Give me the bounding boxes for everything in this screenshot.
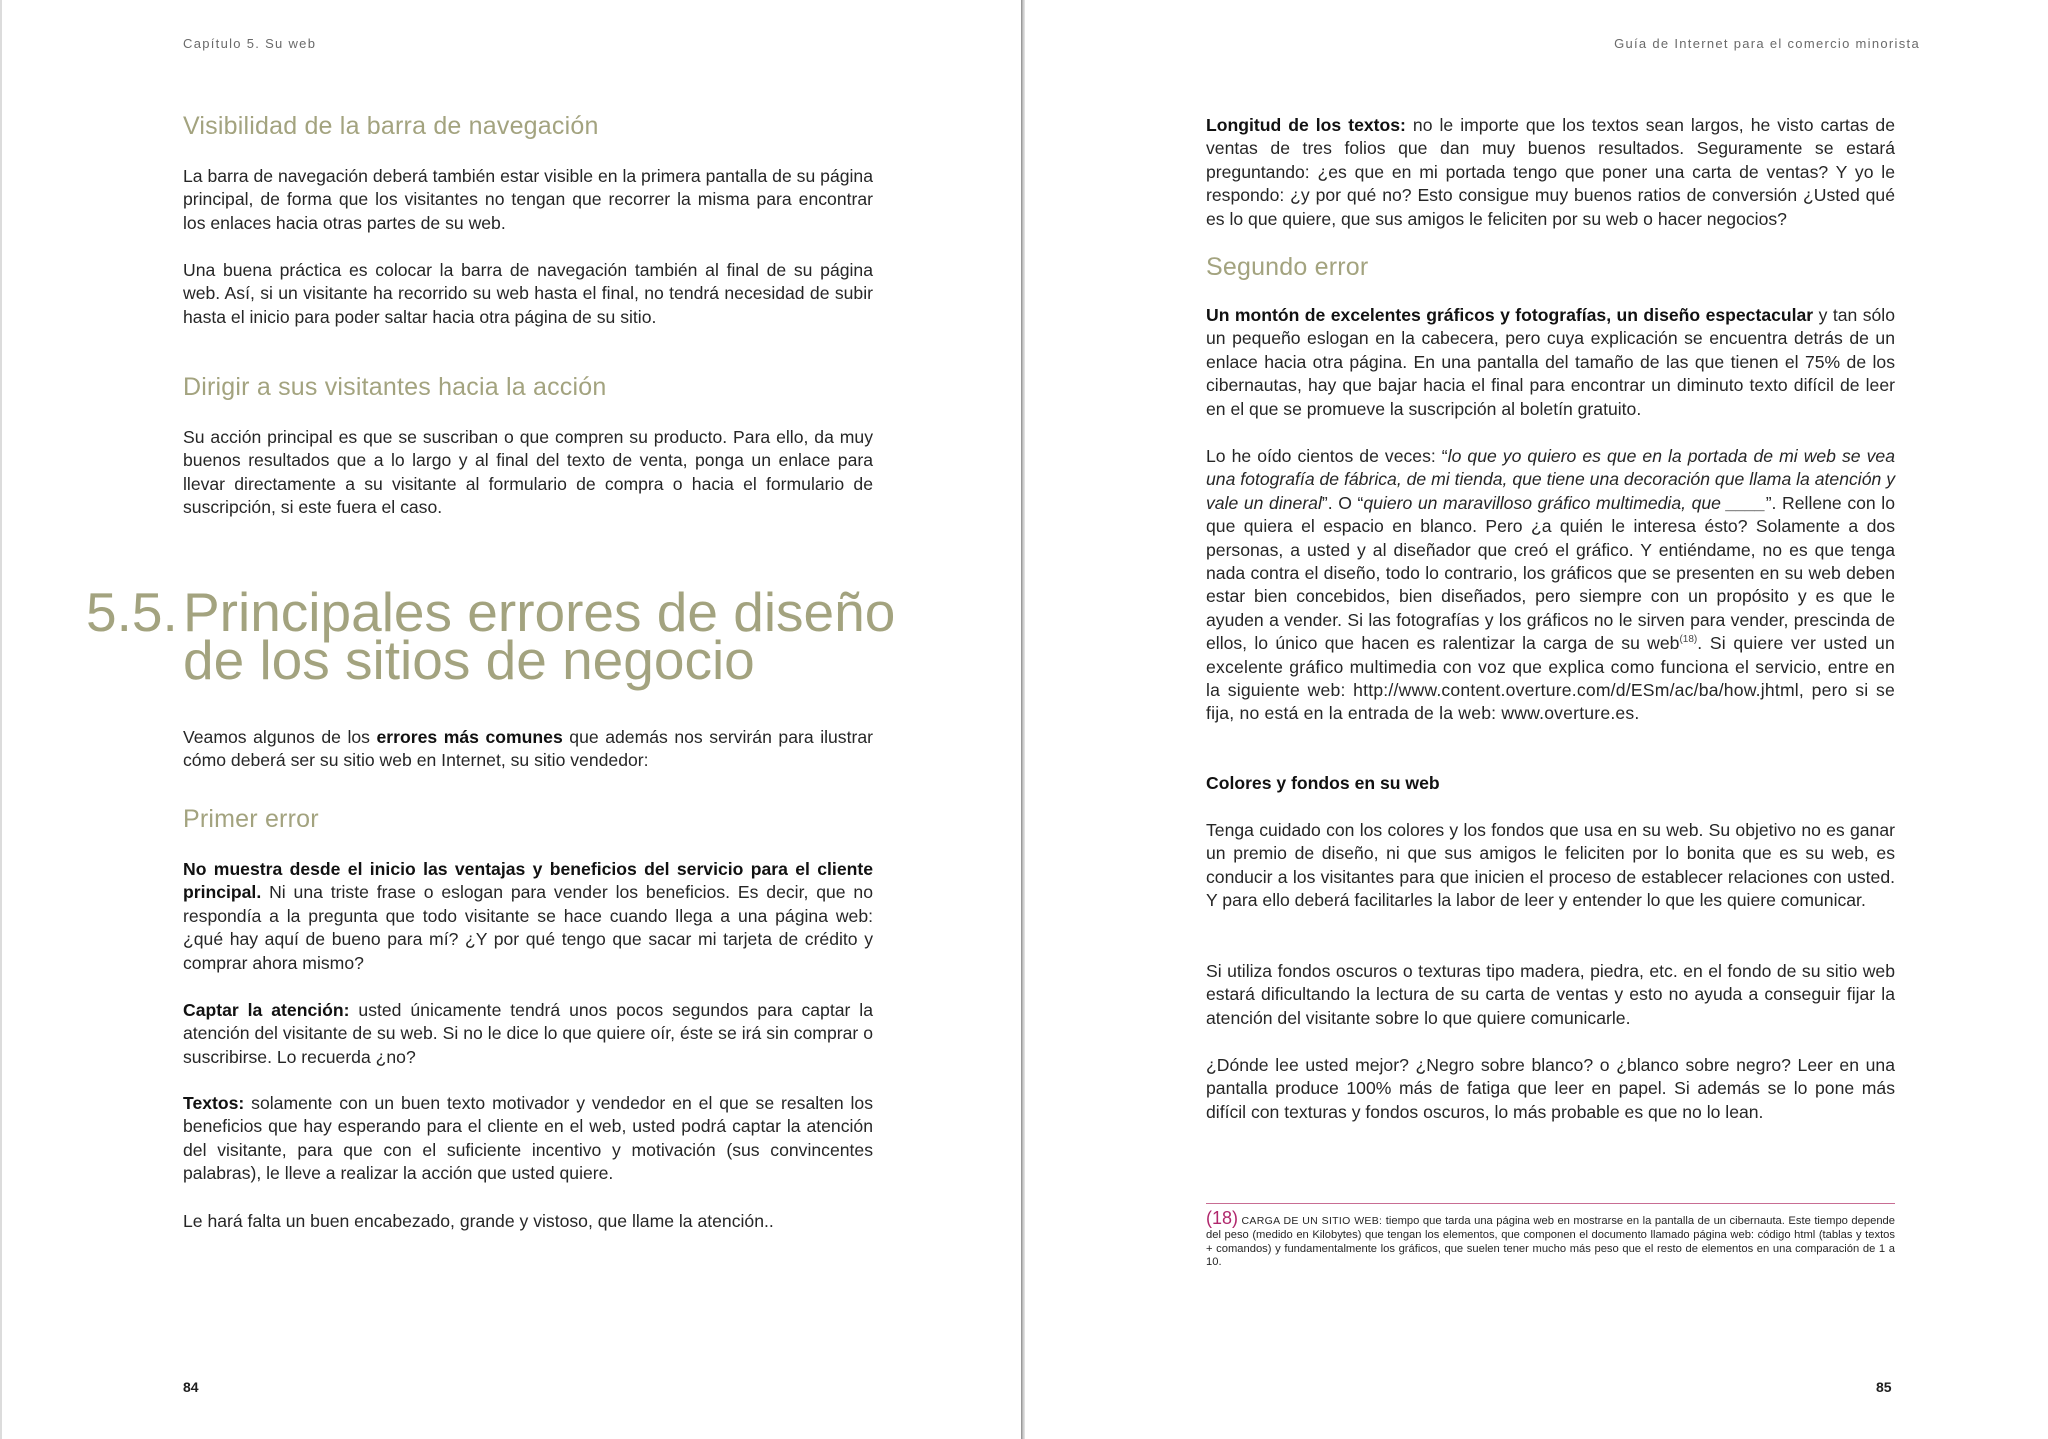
subheading-text: Colores y fondos en su web [1206,773,1440,793]
page-number: 85 [1876,1379,1892,1395]
lead-bold: No muestra desde el inicio las ventajas y beneficios del servicio para el cliente principal. [183,859,873,903]
left-page [0,0,1021,1439]
paragraph: Su acción principal es que se suscriban o que compren su producto. Para ello, da muy buenos resultados que a lo largo y al final del texto de venta, ponga un enlace para llevar directamente a su visitante al formulario de compra o hacia el formulario de suscripción, si este fuera el caso. [183,427,873,518]
chapter-heading [86,581,986,691]
paragraph [1206,304,1895,421]
chapter-title-line1: Principales errores de diseño [183,581,896,643]
section-heading: Primer error [183,805,319,833]
paragraph [183,999,873,1069]
footnote-reference[interactable]: (18) [1679,634,1698,646]
running-head: Guía de Internet para el comercio minorista [1614,36,1920,51]
quote-italic: lo que yo quiero es que en la portada de mi web se vea una fotografía de fábrica, de mi tienda, que tiene una decoración que llama la atención y vale un dineral [1206,446,1896,513]
intro-text-tail: que además nos servirán para ilustrar cómo deberá ser su sitio web en Internet, su sitio vendedor: [183,727,873,771]
subheading-bold [1206,772,1895,795]
paragraph [183,1092,873,1186]
paragraph: Le hará falta un buen encabezado, grande y vistoso, que llame la atención.. [183,1211,774,1231]
paragraph: Tenga cuidado con los colores y los fondos que usa en su web. Su objetivo no es ganar un premio de diseño, ni que sus amigos le feliciten por lo bonita que es su web, es conducir a los visitantes para que inicien el proceso de establecer relaciones con usted. Y para ello deberá facilitarles la labor de leer y entender lo que les quiere comunicar. [1206,820,1895,911]
chapter-number: 5.5. [86,581,178,643]
paragraph-text: solamente con un buen texto motivador y vendedor en el que se resalten los beneficios que hay esperando para el cliente en el web, usted podrá captar la atención del visitante, para que con el suficiente incentivo y motivación (sus convincentes palabras), le lleve a realizar la acción que usted quiere. [183,1093,873,1184]
paragraph-text: y tan sólo un pequeño eslogan en la cabecera, pero cuya explicación se encuentra detrás de un enlace hacia otra página. En una pantalla del tamaño de las que tienen el 75% de los cibernautas, hay que bajar hacia el final para encontrar un diminuto texto difícil de leer en el que se promueve la suscripción al boletín gratuito. [1206,305,1895,419]
page-number: 84 [183,1379,199,1395]
paragraph: Una buena práctica es colocar la barra de navegación también al final de su página web. Así, si un visitante ha recorrido su web hasta el final, no tendrá necesidad de subir hasta el inicio para poder saltar hacia otra página de su sitio. [183,260,873,327]
paragraph: ¿Dónde lee usted mejor? ¿Negro sobre blanco? o ¿blanco sobre negro? Leer en una pantalla produce 100% más de fatiga que leer en papel. Si además se lo pone más difícil con texturas y fondos oscuros, lo más probable es que no lo lean. [1206,1055,1895,1122]
lead-bold: Textos: [183,1093,245,1113]
paragraph [1206,445,1895,726]
section-heading: Visibilidad de la barra de navegación [183,112,599,140]
footnote-number: (18) [1206,1208,1239,1228]
section-heading: Dirigir a sus visitantes hacia la acción [183,373,607,401]
paragraph-text: ”. O “ [1321,492,1364,513]
quote-italic: quiero un maravilloso gráfico multimedia, que ____ [1363,492,1766,513]
lead-bold: Captar la atención: [183,1000,350,1020]
paragraph-text: ”. Rellene con lo que quiera el espacio en blanco. Pero ¿a quién le interesa ésto? Solamente a dos personas, a usted y al diseñador que creó el gráfico. Y entiéndame, no es que tenga nada contra el diseño, todo lo contrario, los gráficos que se presenten en su web deben estar bien concebidos, bien diseñados, pero siempre con un propósito y es que le ayuden a vender. Si las fotografías y los gráficos no le sirven para vender, prescinda de ellos, lo único que hacen es ralentizar la carga de su web [1206,492,1895,654]
paragraph-text: usted únicamente tendrá unos pocos segundos para captar la atención del visitante de su web. Si no le dice lo que quiere oír, éste se irá sin comprar o suscribirse. Lo recuerda ¿no? [183,1000,873,1067]
footnote-term: CARGA DE UN SITIO WEB: [1241,1215,1383,1227]
paragraph-text: . Si quiere ver usted un excelente gráfico multimedia con voz que explica como funciona el servicio, entre en la siguiente web: http://www.content.overture.com/d/ESm/ac/ba/how.jhtml, pero si se fija, no está en la entrada de la web: www.overture.es. [1206,633,1895,724]
paragraph: Si utiliza fondos oscuros o texturas tipo madera, piedra, etc. en el fondo de su sitio web estará dificultando la lectura de su carta de ventas y esto no ayuda a conseguir fijar la atención del visitante sobre lo que quiere comunicarle. [1206,961,1895,1028]
paragraph-text: Ni una triste frase o eslogan para vender los beneficios. Es decir, que no respondía a la pregunta que todo visitante se hace cuando llega a una página web: ¿qué hay aquí de bueno para mí? ¿Y por qué tengo que sacar mi tarjeta de crédito y comprar ahora mismo? [183,882,873,973]
footnote-text: tiempo que tarda una página web en mostrarse en la pantalla de un cibernauta. Este tiempo depende del peso (medido en Kilobytes) que tengan los elementos, que componen el documento llamado página web: código html (tablas y textos + comandos) y fundamentalmente los gráficos, que suelen tener mucho más peso que el resto de elementos en una comparación de 1 a 10. [1206,1215,1895,1269]
paragraph [183,858,873,975]
paragraph: La barra de navegación deberá también estar visible en la primera pantalla de su página principal, de forma que los visitantes no tengan que recorrer la misma para encontrar los enlaces hacia otras partes de su web. [183,166,873,233]
paragraph [1206,114,1895,231]
lead-bold: Un montón de excelentes gráficos y fotografías, un diseño espectacular [1206,305,1814,325]
section-heading: Segundo error [1206,253,1369,281]
chapter-title-line2: de los sitios de negocio [183,629,755,691]
footnote-divider [1206,1203,1895,1204]
paragraph-text: no le importe que los textos sean largos, he visto cartas de ventas de tres folios que dan muy buenos resultados. Seguramente se estará preguntando: ¿es que en mi portada tengo que poner una carta de ventas? Y yo le respondo: ¿y por qué no? Esto consigue muy buenos ratios de conversión ¿Usted qué es lo que quiere, que sus amigos le feliciten por su web o hacer negocios? [1206,115,1895,229]
intro-bold: errores más comunes [376,727,563,747]
paragraph-text: Lo he oído cientos de veces: “ [1206,446,1448,466]
lead-bold: Longitud de los textos: [1206,115,1406,135]
intro-paragraph [183,726,873,773]
intro-text: Veamos algunos de los [183,727,377,747]
running-head: Capítulo 5. Su web [183,36,317,51]
footnote [1206,1208,1895,1270]
